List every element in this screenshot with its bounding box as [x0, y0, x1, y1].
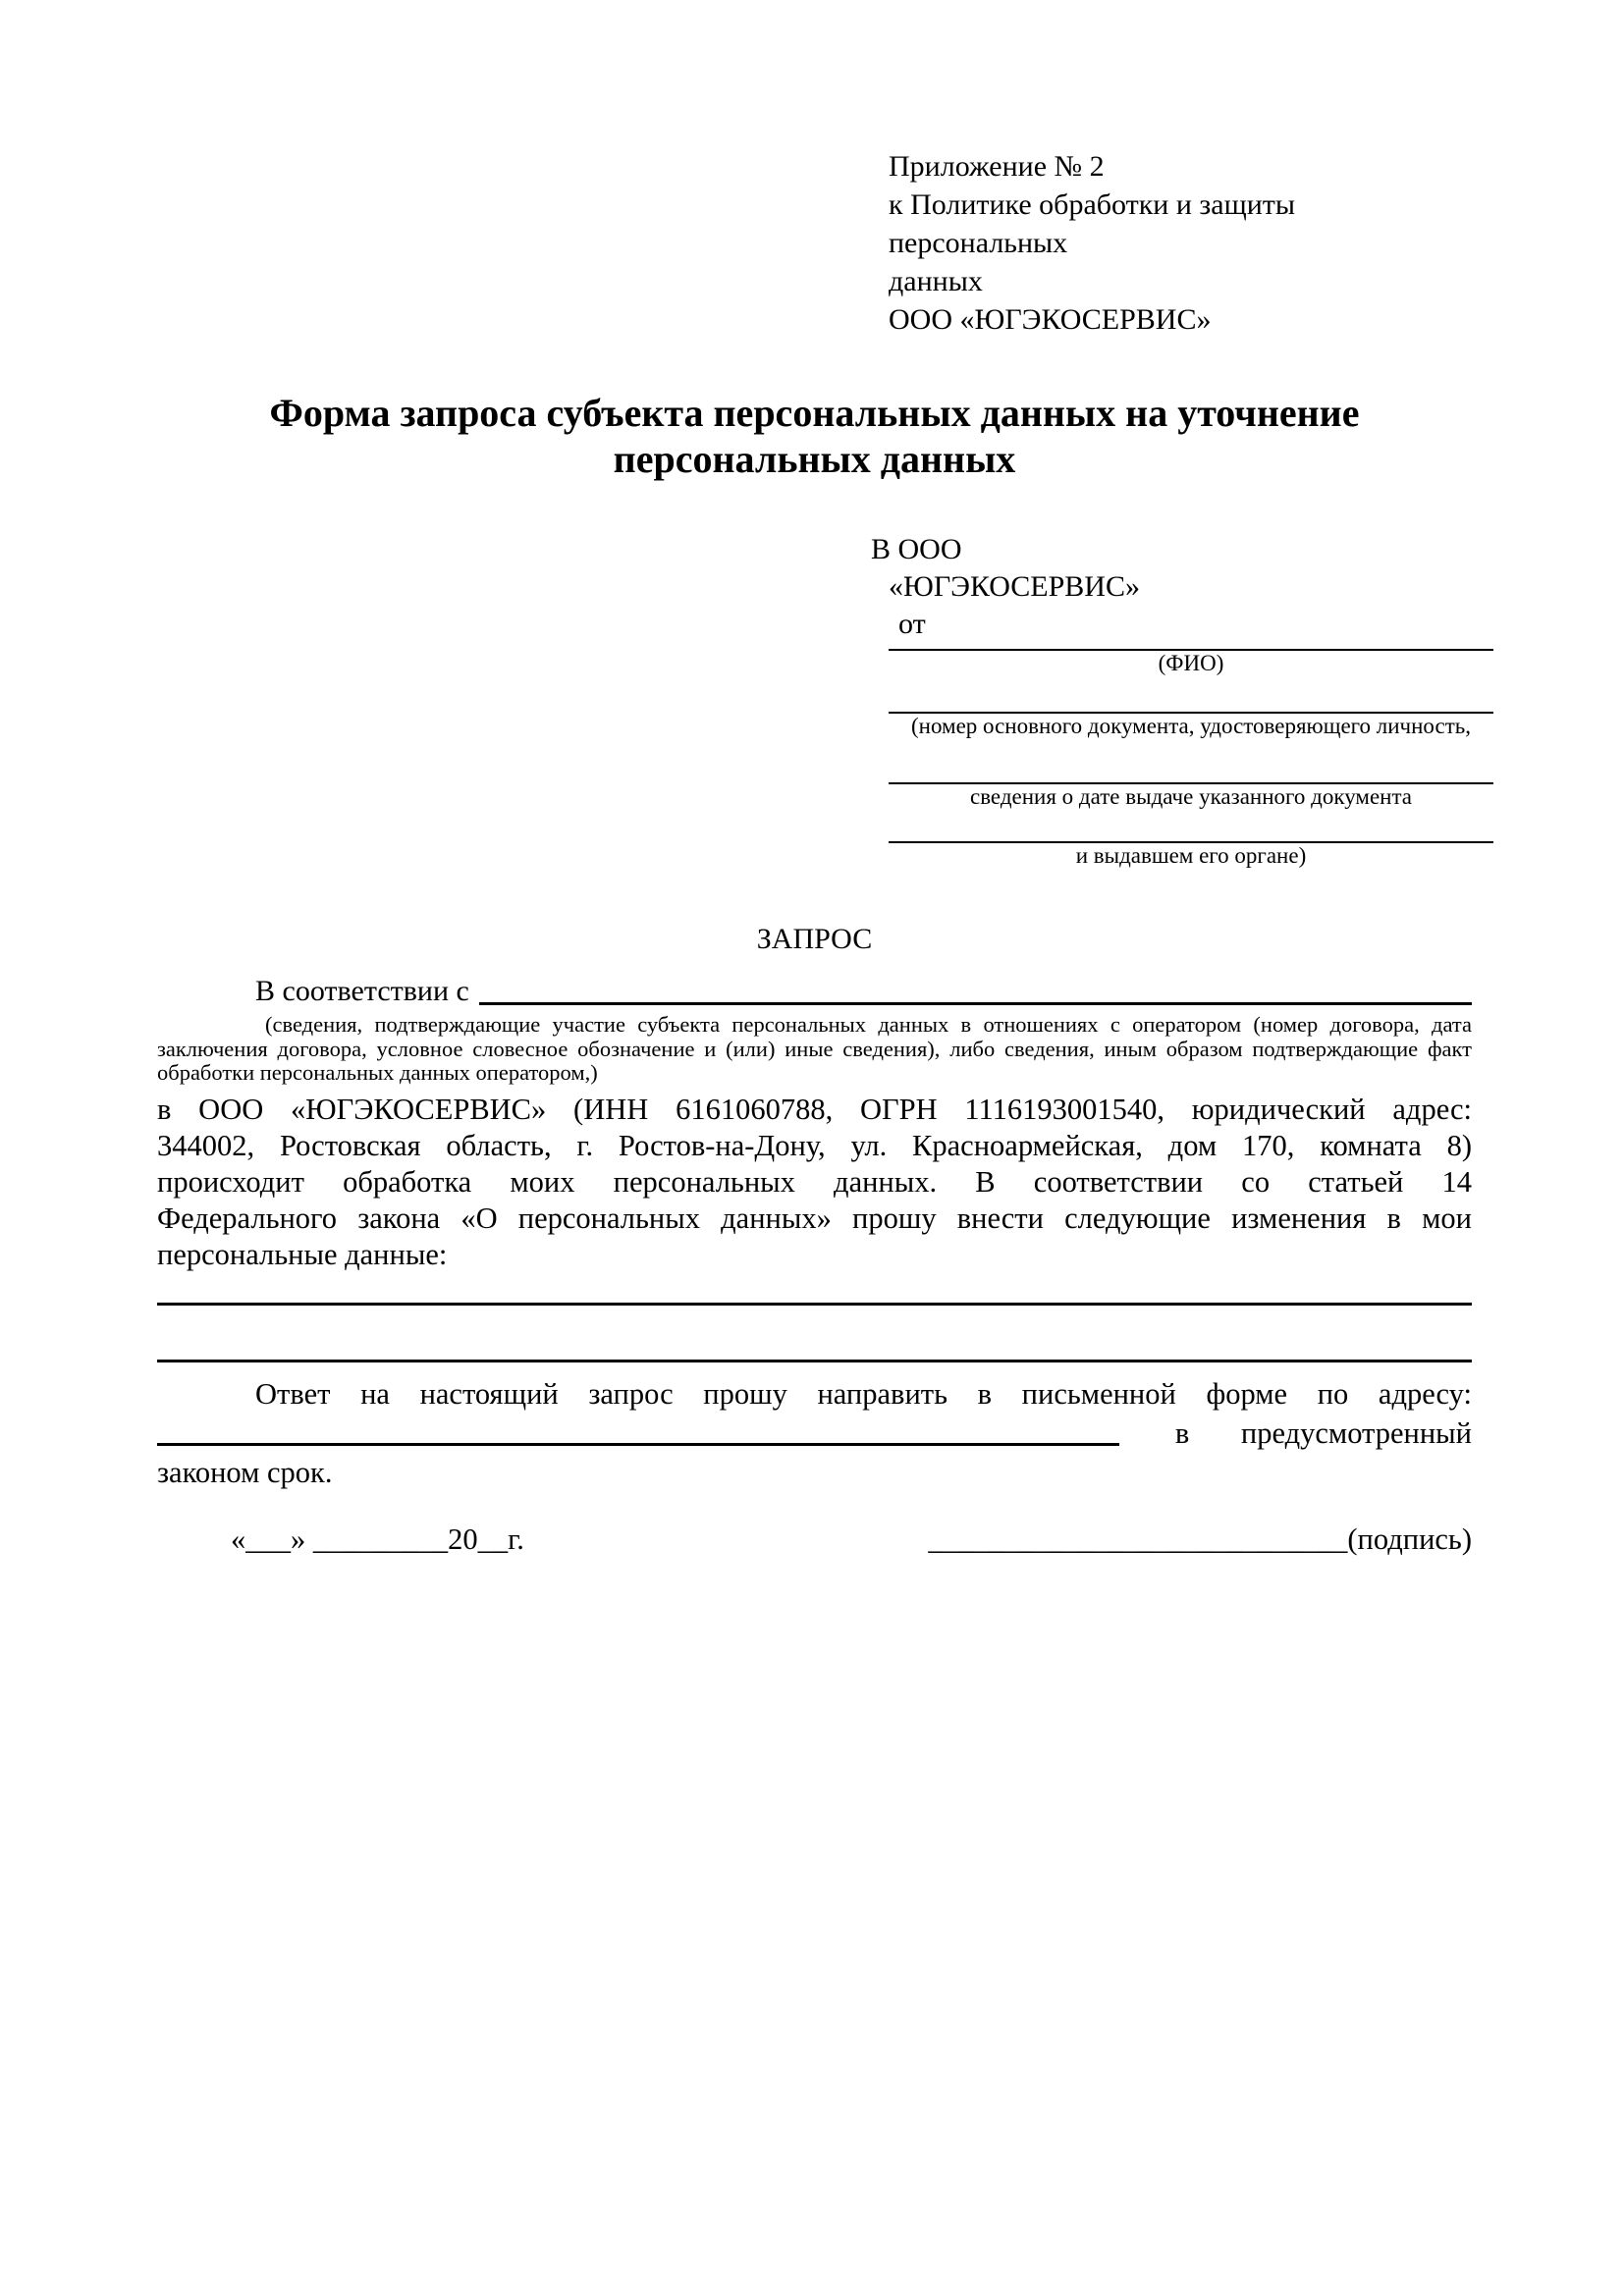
- body-paragraph-line: в ООО «ЮГЭКОСЕРВИС» (ИНН 6161060788, ОГРН 1116193001540, юридический адрес:: [157, 1092, 1472, 1126]
- document-number-fill-line: [889, 676, 1493, 714]
- fio-label: (ФИО): [1158, 651, 1224, 675]
- answer-paragraph-tail: в предусмотренный: [1174, 1415, 1472, 1450]
- issue-date-label: сведения о дате выдаче указанного документа: [969, 784, 1413, 809]
- addressee-to: В ООО: [871, 533, 962, 565]
- body-paragraph-line: персональные данные:: [157, 1237, 448, 1271]
- addressee-block: [871, 531, 1472, 869]
- document-number-label: (номер основного документа, удостоверяющего личность,: [910, 714, 1471, 738]
- small-print-line: обработки персональных данных оператором,): [157, 1060, 598, 1085]
- address-fill-line: [157, 1414, 1119, 1446]
- addressee-org: «ЮГЭКОСЕРВИС»: [889, 570, 1140, 603]
- appendix-header-line: данных: [889, 265, 983, 297]
- document-title: Форма запроса субъекта персональных данных на уточнение персональных данных: [269, 391, 1360, 481]
- signature-label: (подпись): [1347, 1522, 1472, 1556]
- accordance-line: [157, 972, 1472, 1011]
- answer-paragraph-line: законом срок.: [157, 1455, 333, 1489]
- appendix-header: [889, 147, 1472, 339]
- addressee-from: от: [898, 608, 926, 640]
- small-print-line: (сведения, подтверждающие участие субъекта персональных данных в отношениях с оператором (номер договора, дата: [265, 1012, 1472, 1037]
- changes-fill-line: [157, 1360, 1472, 1362]
- answer-address-line: [157, 1414, 1472, 1453]
- answer-paragraph-line: Ответ на настоящий запрос прошу направить в письменной форме по адресу:: [255, 1376, 1472, 1411]
- changes-fill-line: [157, 1303, 1472, 1306]
- appendix-header-line: Приложение № 2: [889, 150, 1105, 183]
- signature-row: [157, 1520, 1472, 1559]
- small-print-note: [157, 1013, 1472, 1086]
- fio-fill-line: [889, 643, 1493, 651]
- date-placeholder: «___» _________20__г.: [231, 1522, 524, 1556]
- accordance-fill-line: [479, 972, 1472, 1005]
- body-paragraph-line: происходит обработка моих персональных данных. В соответствии со статьей 14: [157, 1164, 1472, 1199]
- body-paragraph-line: 344002, Ростовская область, г. Ростов-на-Дону, ул. Красноармейская, дом 170, комната 8): [157, 1128, 1472, 1162]
- signature-fill-line: ____________________________: [928, 1522, 1348, 1556]
- body-paragraph: [157, 1092, 1472, 1273]
- small-print-line: заключения договора, условное словесное обозначение и (или) иные сведения), либо сведения, иным образом подтверждающие факт: [157, 1036, 1472, 1061]
- issuing-authority-label: и выдавшем его органе): [1075, 843, 1307, 868]
- accordance-prefix: В соответствии с: [255, 975, 469, 1007]
- issue-date-fill-line: [889, 739, 1493, 784]
- body-paragraph-line: Федерального закона «О персональных данных» прошу внести следующие изменения в мои: [157, 1201, 1472, 1235]
- request-heading: ЗАПРОС: [756, 923, 873, 955]
- answer-paragraph: [157, 1374, 1472, 1492]
- signature-area: [928, 1520, 1472, 1559]
- appendix-header-line: к Политике обработки и защиты персональных: [889, 188, 1296, 259]
- issuing-authority-fill-line: [889, 810, 1493, 843]
- appendix-header-line: ООО «ЮГЭКОСЕРВИС»: [889, 303, 1212, 336]
